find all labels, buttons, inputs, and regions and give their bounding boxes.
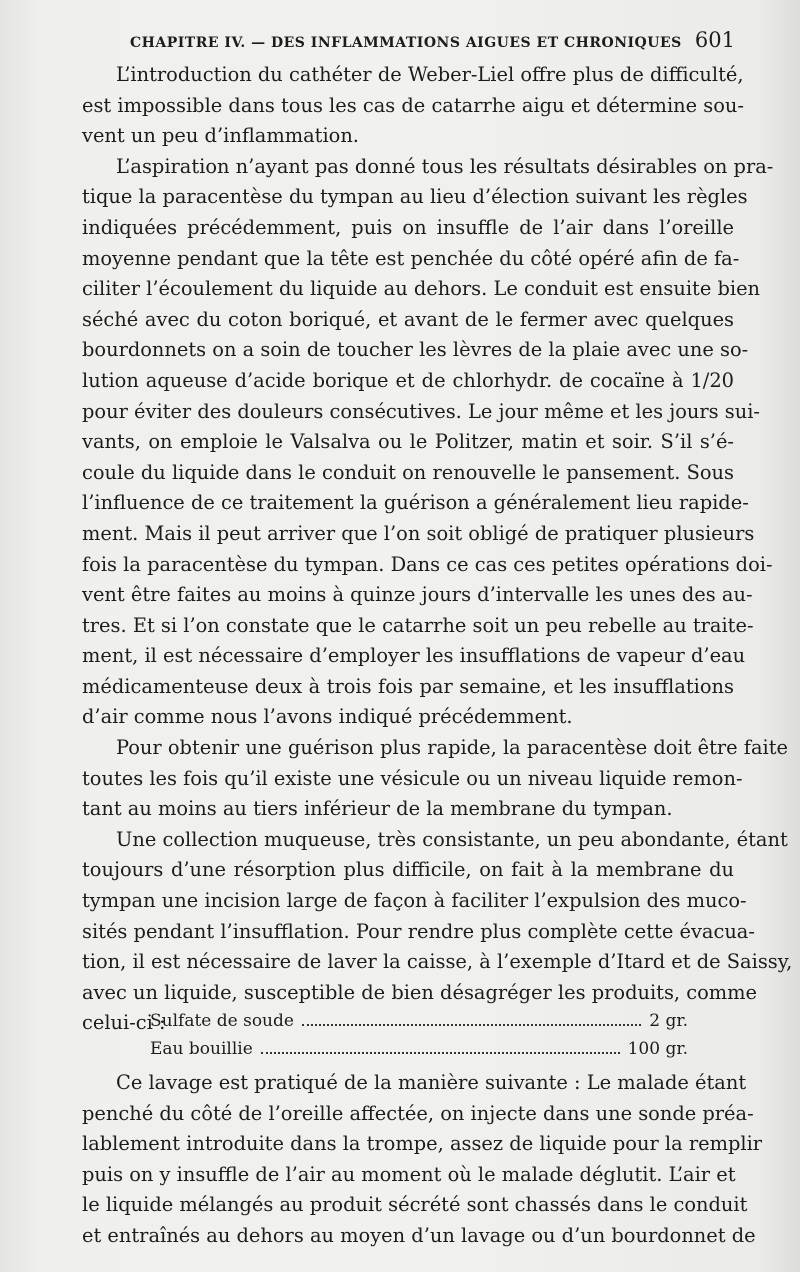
text-line: médicamenteuse deux à trois fois par semaine, et les insufflations [82,674,734,698]
formula-quantity: 100 gr. [627,1039,688,1059]
text-line: lablement introduite dans la trompe, assez de liquide pour la remplir [82,1132,763,1156]
text-line: tympan une incision large de façon à faciliter l’expulsion des muco- [82,889,747,913]
text-line: est impossible dans tous les cas de catarrhe aigu et détermine sou- [82,93,744,117]
text-line: tion, il est nécessaire de laver la caisse, à l’exemple d’Itard et de Saissy, [82,950,793,974]
formula-quantity: 2 gr. [649,1011,688,1031]
text-line: moyenne pendant que la tête est penchée du côté opéré afin de fa- [82,246,740,270]
text-line: celui-ci : [82,1011,166,1035]
text-line: ment. Mais il peut arriver que l’on soit obligé de pratiquer plusieurs [82,521,755,545]
paragraph [82,825,793,1039]
formula-item: Eau bouillie [150,1039,253,1059]
text-line: coule du liquide dans le conduit on renouvelle le pansement. Sous [82,460,734,484]
running-head: CHAPITRE IV. — DES INFLAMMATIONS AIGUES ET CHRONIQUES [130,35,682,51]
text-line: vent un peu d’inflammation. [82,124,359,148]
paragraph [82,60,744,152]
text-line: et entraînés au dehors au moyen d’un lavage ou d’un bourdonnet de [82,1223,756,1247]
body-text-continued [82,1068,763,1252]
text-line: le liquide mélangés au produit sécrété sont chassés dans le conduit [82,1193,748,1217]
text-line: tres. Et si l’on constate que le catarrhe soit un peu rebelle au traite- [82,613,754,637]
text-line: bourdonnets on a soin de toucher les lèvres de la plaie avec une so- [82,338,749,362]
leader-dots [261,1052,620,1054]
text-line: l’influence de ce traitement la guérison a généralement lieu rapide- [82,491,749,515]
text-line: séché avec du coton boriqué, et avant de le fermer avec quelques [82,307,734,331]
paragraph [82,733,788,825]
text-line: avec un liquide, susceptible de bien désagréger les produits, comme [82,980,758,1004]
page-number: 601 [694,28,735,52]
text-line: toutes les fois qu’il existe une vésicule ou un niveau liquide remon- [82,766,743,790]
text-line: L’aspiration n’ayant pas donné tous les résultats désirables on pra- [116,154,774,178]
text-line: toujours d’une résorption plus difficile, on fait à la membrane du [82,858,734,882]
formula-line [150,1011,688,1031]
text-line: vants, on emploie le Valsalva ou le Politzer, matin et soir. S’il s’é- [82,430,734,454]
formula-item: Sulfate de soude [150,1011,294,1031]
text-line: lution aqueuse d’acide borique et de chlorhydr. de cocaïne à 1/20 [82,368,734,392]
text-line: Ce lavage est pratiqué de la manière suivante : Le malade étant [116,1071,747,1094]
text-line: vent être faites au moins à quinze jours d’intervalle les unes des au- [82,583,753,607]
formula-line [150,1039,688,1059]
text-line: L’introduction du cathéter de Weber-Liel offre plus de difficulté, [116,63,744,86]
paragraph [82,152,774,733]
body-text [82,60,793,1039]
leader-dots [302,1024,641,1026]
text-line: d’air comme nous l’avons indiqué précédemment. [82,705,573,729]
text-line: Pour obtenir une guérison plus rapide, la paracentèse doit être faite [116,736,788,760]
text-line: puis on y insuffle de l’air au moment où le malade déglutit. L’air et [82,1162,736,1186]
text-line: pour éviter des douleurs consécutives. Le jour même et les jours sui- [82,399,760,423]
text-line: ciliter l’écoulement du liquide au dehors. Le conduit est ensuite bien [82,277,761,301]
text-line: indiquées précédemment, puis on insuffle de l’air dans l’oreille [82,215,734,239]
text-line: tant au moins au tiers inférieur de la membrane du tympan. [82,797,673,821]
text-line: ment, il est nécessaire d’employer les insufflations de vapeur d’eau [82,644,746,668]
text-line: tique la paracentèse du tympan au lieu d’élection suivant les règles [82,185,748,209]
text-line: sités pendant l’insufflation. Pour rendre plus complète cette évacua- [82,919,755,943]
text-line: Une collection muqueuse, très consistante, un peu abondante, étant [116,827,788,851]
page-header [130,28,735,56]
text-line: penché du côté de l’oreille affectée, on injecte dans une sonde préa- [82,1101,754,1125]
paragraph [82,1068,763,1252]
text-line: fois la paracentèse du tympan. Dans ce cas ces petites opérations doi- [82,552,773,576]
